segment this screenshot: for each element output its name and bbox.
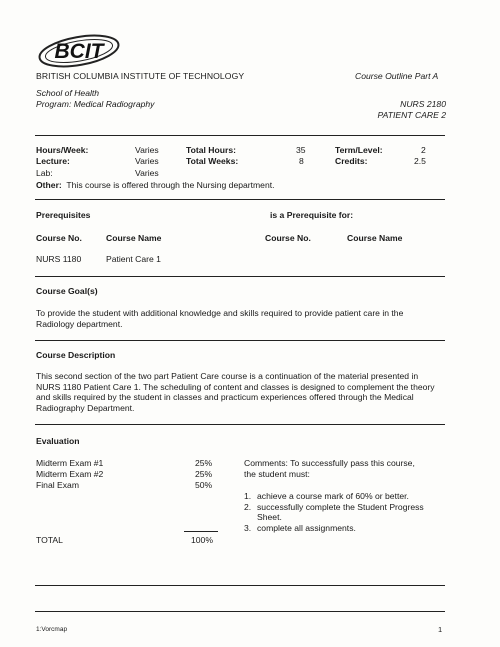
requirement-number: 1. [244,491,252,501]
hours-week-label: Hours/Week: [36,145,89,155]
other-line [36,180,275,191]
divider [35,424,445,425]
col-course-no-2: Course No. [265,233,311,243]
divider [35,276,445,277]
total-rule [184,531,218,532]
total-weeks-value: 8 [299,156,304,166]
svg-text:BCIT: BCIT [54,40,104,63]
lab-value: Varies [135,168,159,178]
footer-divider [35,611,445,612]
description-text: This second section of the two part Patient Care course is a continuation of the material presented in NURS 1180 Patient Care 1. The scheduling of content and classes is designed to complement the theory and skills required by the student in classes and practicum experiences offered through the Medical Radiography Department. [36,371,435,413]
prereq-course-name: Patient Care 1 [106,254,161,264]
col-course-name: Course Name [106,233,162,243]
requirement-number: 2. [244,502,252,512]
other-value: This course is offered through the Nursing department. [66,180,275,190]
eval-item-label: Midterm Exam #1 [36,458,104,468]
requirement-text: complete all assignments. [257,523,356,533]
other-label: Other: [36,180,62,190]
divider [35,585,445,586]
goals-heading: Course Goal(s) [36,286,98,296]
school-name: School of Health [36,88,100,98]
requirement-text: successfully complete the Student Progress [257,502,424,512]
divider [35,340,445,341]
goals-text: To provide the student with additional knowledge and skills required to provide patient care in the Radiology department. [36,308,404,329]
requirement-text: achieve a course mark of 60% or better. [257,491,409,501]
bcit-logo [36,30,122,72]
prerequisites-heading: Prerequisites [36,210,91,220]
comments-line-2: the student must: [244,469,310,479]
credits-value: 2.5 [414,156,426,166]
page-number: 1 [438,625,443,634]
course-code: NURS 2180 [400,99,446,109]
prerequisite-for-heading: is a Prerequisite for: [270,210,354,220]
program-name: Program: Medical Radiography [36,99,155,109]
footer-file-ref: 1:Vorcmap [36,626,68,633]
prereq-course-no: NURS 1180 [36,254,82,264]
eval-item-value: 50% [195,480,213,490]
col-course-no: Course No. [36,233,82,243]
institute-name: BRITISH COLUMBIA INSTITUTE OF TECHNOLOGY [36,71,245,81]
hours-week-value: Varies [135,145,159,155]
eval-item-label: Final Exam [36,480,79,490]
eval-item-value: 25% [195,469,213,479]
course-title: PATIENT CARE 2 [377,110,446,120]
eval-item-value: 25% [195,458,213,468]
lecture-label: Lecture: [36,156,70,166]
divider [35,135,445,136]
comments-line-1: Comments: To successfully pass this course, [244,458,415,468]
eval-item-label: Midterm Exam #2 [36,469,104,479]
total-hours-value: 35 [296,145,306,155]
evaluation-heading: Evaluation [36,436,80,446]
divider [35,199,445,200]
lab-label: Lab: [36,168,53,178]
total-hours-label: Total Hours: [186,145,236,155]
description-heading: Course Description [36,350,116,360]
total-label: TOTAL [36,535,63,545]
term-label: Term/Level: [335,145,383,155]
outline-label: Course Outline Part A [355,71,439,81]
credits-label: Credits: [335,156,368,166]
lecture-value: Varies [135,156,159,166]
requirement-text-cont: Sheet. [257,512,282,522]
col-course-name-2: Course Name [347,233,403,243]
term-value: 2 [421,145,426,155]
total-weeks-label: Total Weeks: [186,156,239,166]
requirement-number: 3. [244,523,252,533]
total-value: 100% [191,535,213,545]
